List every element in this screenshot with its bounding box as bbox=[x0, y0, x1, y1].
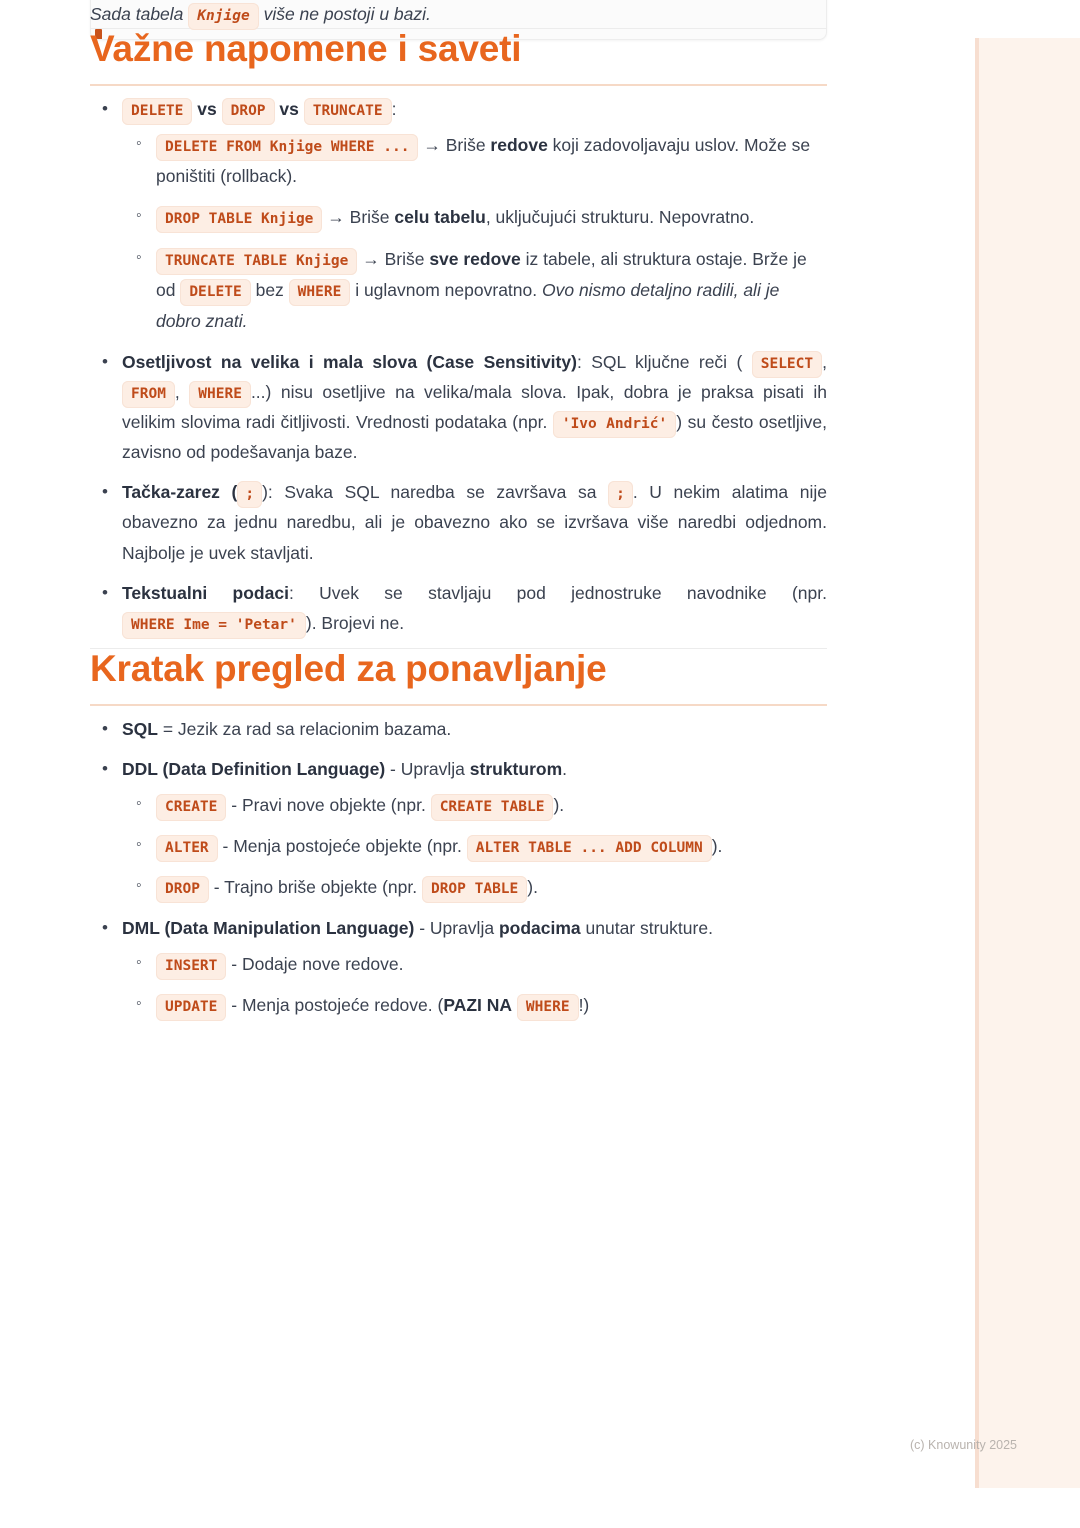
ddl-bold-strukturom: strukturom bbox=[469, 758, 563, 779]
code-chip-drop-2: DROP bbox=[156, 876, 209, 903]
truncate-desc-b: iz tabele, ali struktura ostaje. Brže je od bbox=[156, 248, 807, 300]
delete-desc-b: koji zadovoljavaju uslov. Može se poništiti (rollback). bbox=[156, 135, 811, 187]
drop-desc-a: Briše bbox=[349, 207, 395, 228]
intro-paragraph bbox=[90, 0, 827, 28]
sublist-item-insert bbox=[156, 949, 827, 980]
colon-trailing: : bbox=[391, 99, 397, 120]
code-chip-alter: ALTER bbox=[156, 835, 218, 862]
code-chip-where-3: WHERE bbox=[517, 994, 579, 1021]
list-item-tekstualni-podaci bbox=[122, 578, 827, 638]
list-item-sql bbox=[122, 714, 827, 744]
truncate-desc-bold: sve redove bbox=[429, 248, 521, 269]
page-title-vazne-napomene: Važne napomene i saveti bbox=[90, 28, 522, 70]
dml-text-2: unutar strukture. bbox=[580, 918, 713, 939]
code-chip-truncate: TRUNCATE bbox=[304, 98, 392, 125]
code-chip-select: SELECT bbox=[752, 351, 822, 378]
code-chip-insert: INSERT bbox=[156, 953, 226, 980]
ddl-label: DDL (Data Definition Language) bbox=[122, 758, 386, 779]
code-chip-update: UPDATE bbox=[156, 994, 226, 1021]
ddl-text-2: . bbox=[562, 758, 568, 779]
case-text-3: , bbox=[174, 382, 180, 403]
vs-label-1: vs bbox=[197, 99, 217, 120]
code-chip-where-ime-petar: WHERE Ime = 'Petar' bbox=[122, 612, 306, 639]
semicolon-text-1: ): Svaka SQL naredba se završava sa bbox=[262, 482, 597, 503]
code-chip-delete: DELETE bbox=[122, 98, 192, 125]
list-item-semicolon bbox=[122, 477, 827, 567]
code-chip-create-table: CREATE TABLE bbox=[431, 794, 554, 821]
code-chip-alter-table-add-column: ALTER TABLE ... ADD COLUMN bbox=[467, 835, 712, 862]
dml-label: DML (Data Manipulation Language) bbox=[122, 918, 415, 939]
arrow-icon-1: → bbox=[423, 135, 441, 156]
code-chip-semicolon-1: ; bbox=[237, 481, 262, 508]
tekstualni-text-2: ). Brojevi ne. bbox=[305, 612, 405, 633]
case-text-5: ) su često osetljive, zavisno od podešavanja baze. bbox=[122, 412, 827, 463]
arrow-icon-2: → bbox=[327, 207, 345, 228]
code-chip-from: FROM bbox=[122, 381, 175, 408]
arrow-icon-3: → bbox=[362, 248, 380, 269]
code-chip-delete-2: DELETE bbox=[180, 279, 250, 306]
alter-text-2: ). bbox=[711, 835, 723, 856]
heading-rule-1 bbox=[90, 84, 827, 86]
truncate-desc-italic: Ovo nismo detaljno radili, ali je dobro znati. bbox=[156, 279, 780, 331]
delete-drop-truncate-sublist bbox=[122, 130, 827, 337]
sublist-item-drop bbox=[156, 202, 827, 233]
drop2-text-1: - Trajno briše objekte (npr. bbox=[213, 876, 418, 897]
code-chip-ivo-andric: 'Ivo Andrić' bbox=[553, 411, 676, 438]
code-chip-where-1: WHERE bbox=[289, 279, 351, 306]
update-text-1: - Menja postojeće redove. ( bbox=[231, 995, 444, 1016]
list-item-delete-drop-truncate bbox=[122, 94, 827, 337]
semicolon-text-2: . U nekim alatima nije obavezno za jednu naredbu, ali je obavezno ako se izvršava više naredbi odjednom. Najbolje je uvek stavljati. bbox=[122, 482, 827, 563]
footer-watermark: (c) Knowunity 2025 bbox=[910, 1438, 1018, 1452]
code-chip-delete-from: DELETE FROM Knjige WHERE ... bbox=[156, 134, 418, 161]
code-chip-drop-table-knjige: DROP TABLE Knjige bbox=[156, 206, 322, 233]
sublist-item-truncate bbox=[156, 244, 827, 337]
right-decorative-band bbox=[975, 38, 1080, 1488]
sublist-item-update bbox=[156, 990, 827, 1021]
drop-desc-b: , uključujući strukturu. Nepovratno. bbox=[485, 207, 755, 228]
summary-list bbox=[90, 714, 827, 1022]
case-text-1: : SQL ključne reči ( bbox=[576, 351, 743, 372]
case-sensitivity-label: Osetljivost na velika i mala slova (Case Sensitivity) bbox=[122, 351, 577, 372]
truncate-desc-c: bez bbox=[250, 279, 289, 300]
list-item-dml bbox=[122, 913, 827, 1021]
tekstualni-text-1: : Uvek se stavljaju pod jednostruke navodnike (npr. bbox=[288, 582, 827, 603]
code-chip-drop-table-2: DROP TABLE bbox=[422, 876, 527, 903]
sublist-item-alter bbox=[156, 831, 827, 862]
ddl-text-1: - Upravlja bbox=[385, 758, 470, 779]
create-text-2: ). bbox=[553, 794, 565, 815]
sql-text: = Jezik za rad sa relacionim bazama. bbox=[157, 718, 452, 739]
truncate-desc-a: Briše bbox=[384, 248, 430, 269]
notes-list bbox=[90, 94, 827, 638]
heading-rule-2 bbox=[90, 704, 827, 706]
document-content bbox=[90, 0, 827, 1031]
code-chip-truncate-table-knjige: TRUNCATE TABLE Knjige bbox=[156, 248, 357, 275]
ddl-sublist bbox=[122, 790, 827, 903]
sql-label: SQL bbox=[122, 718, 158, 739]
case-text-4: ...) nisu osetljive na velika/mala slova. Ipak, dobra je praksa pisati ih velikim slovima radi čitljivosti. Vrednosti podataka (npr. bbox=[122, 382, 827, 433]
right-band-edge bbox=[975, 38, 979, 1488]
delete-desc-a: Briše bbox=[445, 135, 491, 156]
update-text-2: !) bbox=[578, 995, 590, 1016]
intro-after: više ne postoji u bazi. bbox=[263, 4, 431, 24]
tekstualni-label: Tekstualni podaci bbox=[122, 582, 289, 603]
sublist-item-delete bbox=[156, 130, 827, 192]
code-chip-knjige: Knjige bbox=[188, 3, 258, 30]
update-bold-pazi-na: PAZI NA bbox=[443, 995, 513, 1016]
intro-before: Sada tabela bbox=[90, 4, 184, 24]
page-title-kratak-pregled: Kratak pregled za ponavljanje bbox=[90, 647, 607, 689]
code-chip-create: CREATE bbox=[156, 794, 226, 821]
semicolon-label: Tačka-zarez ( bbox=[122, 482, 238, 503]
dml-bold-podacima: podacima bbox=[498, 918, 581, 939]
dml-text-1: - Upravlja bbox=[414, 918, 499, 939]
create-text-1: - Pravi nove objekte (npr. bbox=[231, 794, 426, 815]
code-chip-where-2: WHERE bbox=[189, 381, 251, 408]
delete-desc-bold: redove bbox=[490, 135, 548, 156]
list-item-case-sensitivity bbox=[122, 347, 827, 467]
list-item-ddl bbox=[122, 754, 827, 904]
sublist-item-create bbox=[156, 790, 827, 821]
sublist-item-drop-2 bbox=[156, 872, 827, 903]
code-chip-semicolon-2: ; bbox=[608, 481, 633, 508]
code-chip-drop: DROP bbox=[222, 98, 275, 125]
alter-text-1: - Menja postojeće objekte (npr. bbox=[222, 835, 462, 856]
dml-sublist bbox=[122, 949, 827, 1021]
insert-text: - Dodaje nove redove. bbox=[231, 954, 404, 975]
drop-desc-bold: celu tabelu bbox=[394, 207, 486, 228]
drop2-text-2: ). bbox=[527, 876, 538, 897]
case-text-2: , bbox=[822, 351, 827, 372]
truncate-desc-d: i uglavnom nepovratno. bbox=[350, 279, 542, 300]
vs-label-2: vs bbox=[279, 99, 299, 120]
